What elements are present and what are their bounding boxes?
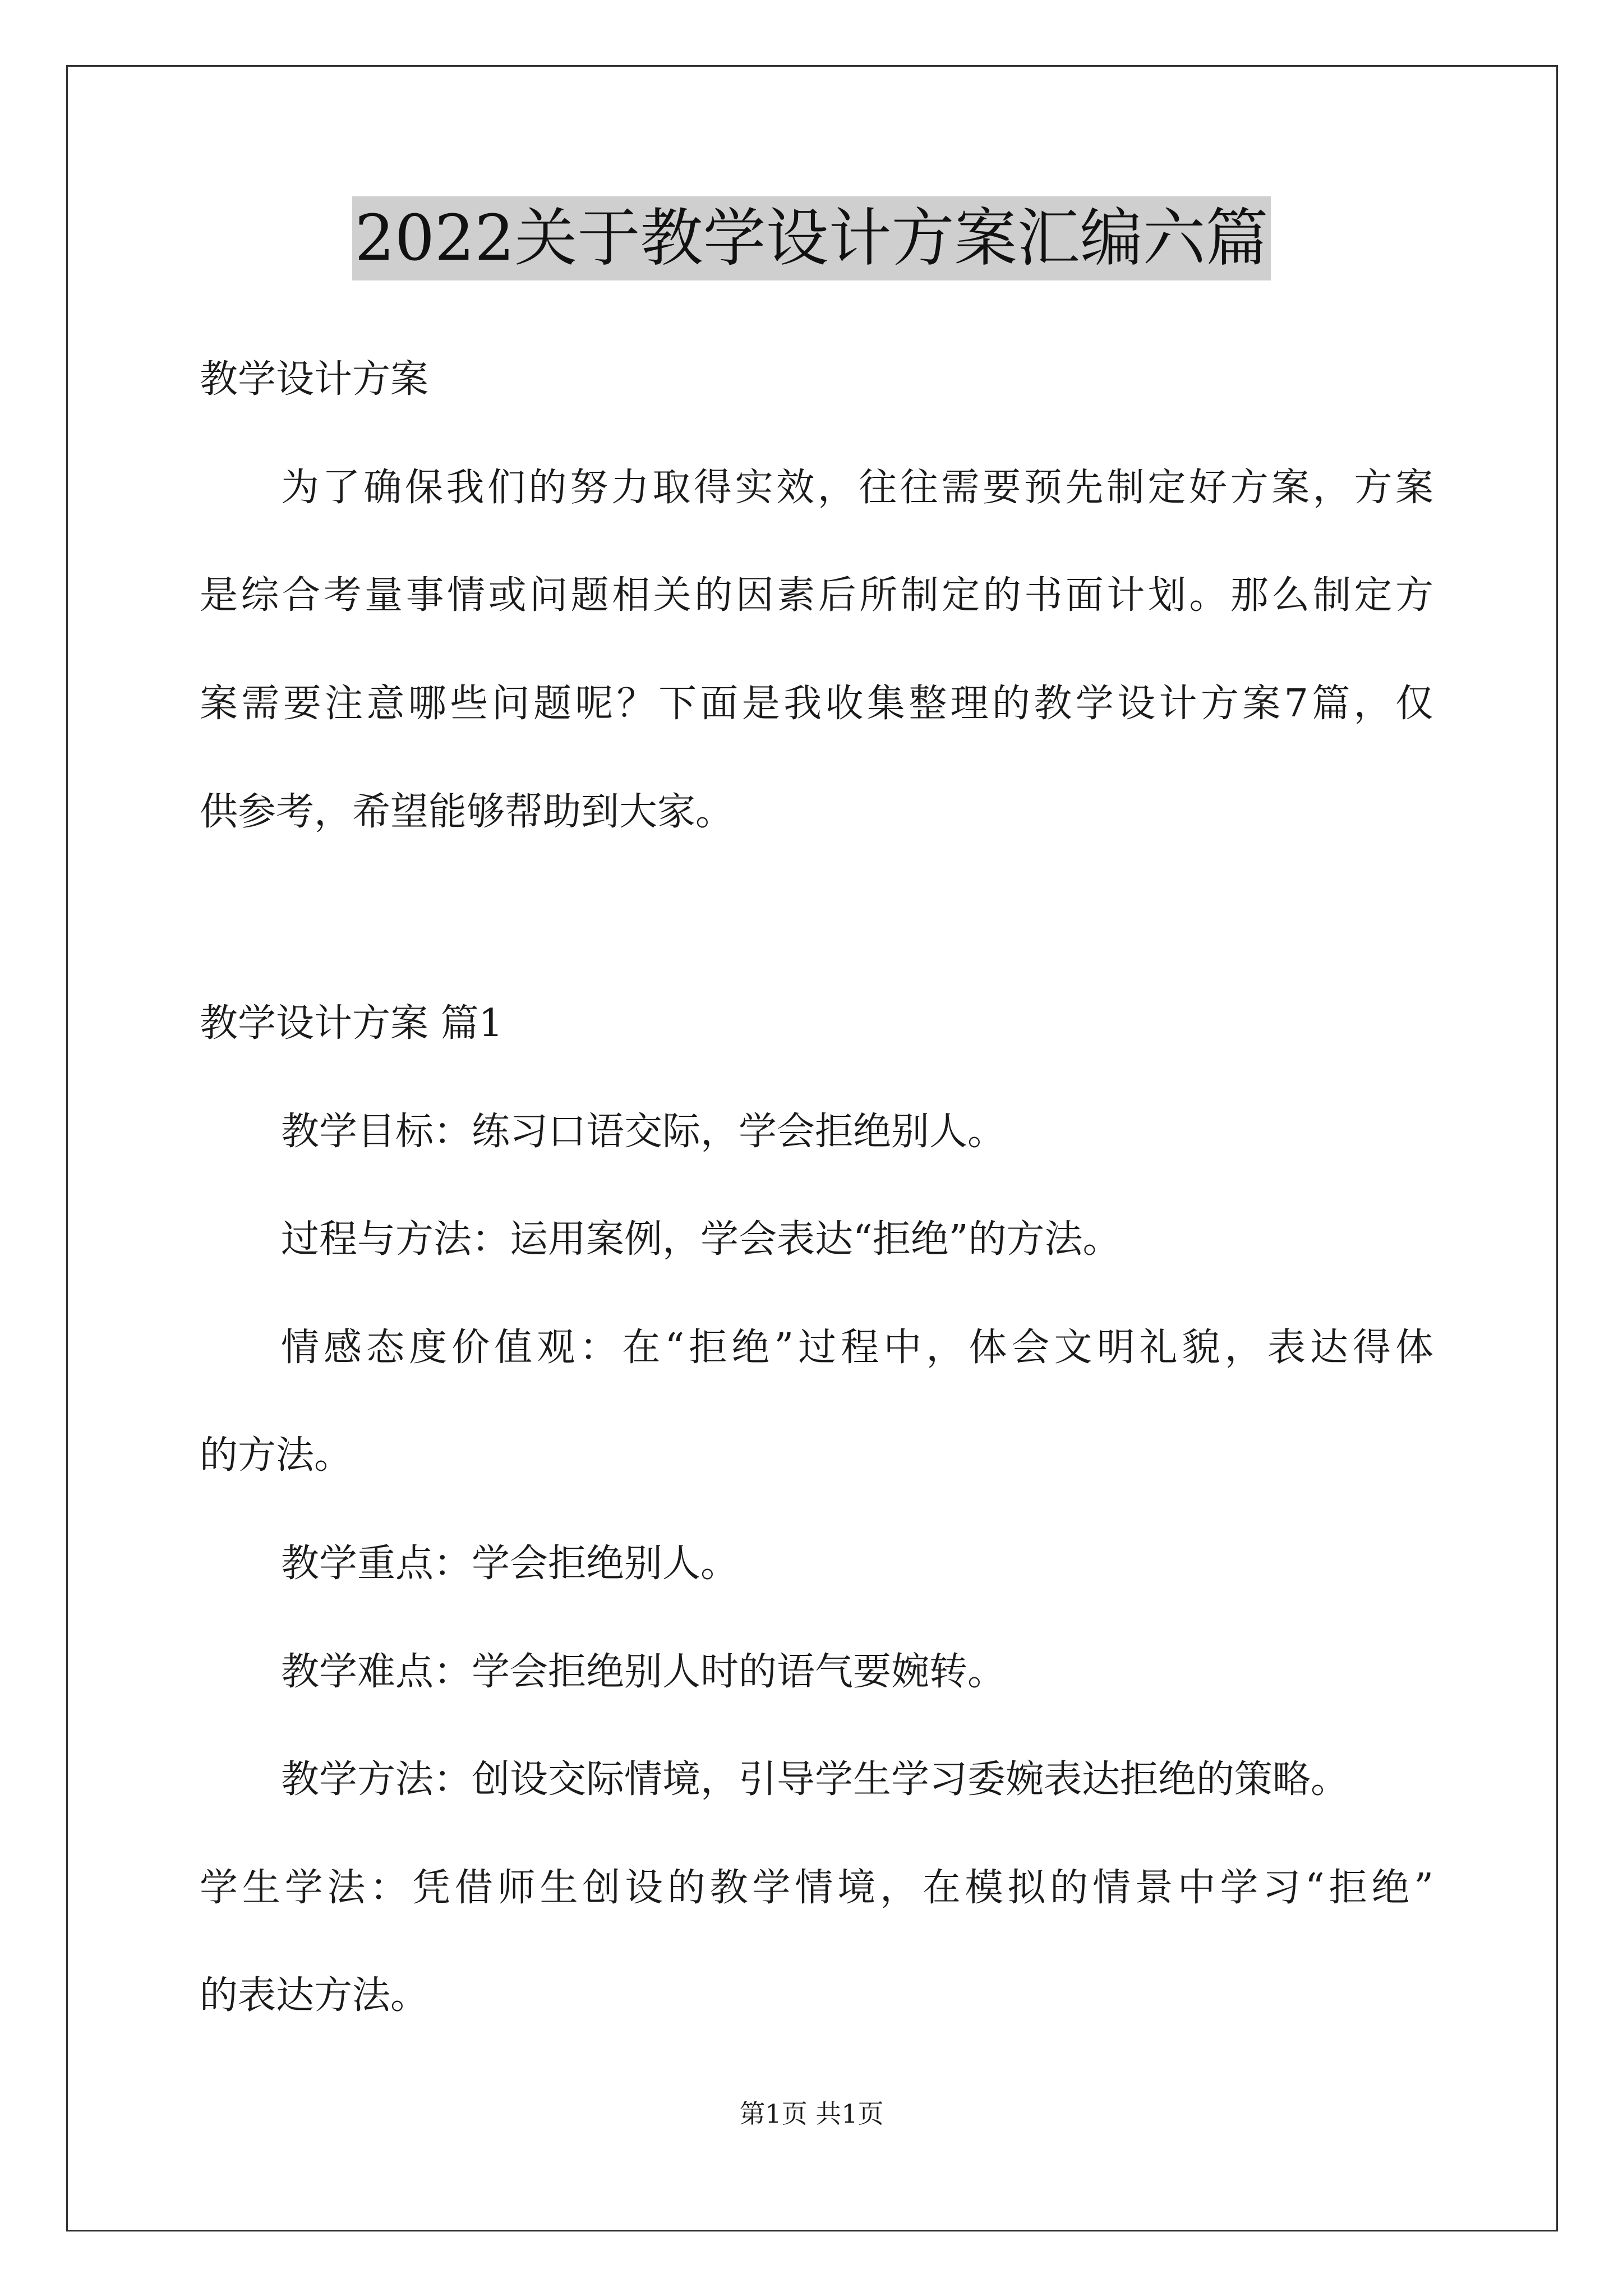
body-line-6: 教学难点：学会拒绝别人时的语气要婉转。	[281, 1650, 1006, 1694]
section-heading: 教学设计方案	[200, 357, 429, 402]
intro-line-4: 供参考，希望能够帮助到大家。	[200, 790, 734, 834]
body-line-8: 学生学法：凭借师生创设的教学情境，在模拟的情景中学习“拒绝”	[200, 1866, 1433, 1910]
intro-line-3: 案需要注意哪些问题呢？下面是我收集整理的教学设计方案7篇，仅	[200, 682, 1433, 726]
intro-line-2: 是综合考量事情或问题相关的因素后所制定的书面计划。那么制定方	[200, 573, 1433, 618]
body-line-4: 的方法。	[200, 1433, 353, 1478]
page-footer: 第1页 共1页	[739, 2099, 884, 2129]
intro-line-1: 为了确保我们的努力取得实效，往往需要预先制定好方案，方案	[281, 466, 1433, 510]
body-line-2: 过程与方法：运用案例，学会表达“拒绝”的方法。	[281, 1217, 1121, 1262]
document-title: 2022关于教学设计方案汇编六篇	[352, 196, 1270, 280]
body-line-7: 教学方法：创设交际情境，引导学生学习委婉表达拒绝的策略。	[281, 1757, 1349, 1802]
body-line-5: 教学重点：学会拒绝别人。	[281, 1542, 739, 1586]
part-heading: 教学设计方案 篇1	[200, 1001, 503, 1046]
body-line-9: 的表达方法。	[200, 1973, 429, 2018]
title-container	[0, 196, 1623, 280]
body-line-3: 情感态度价值观：在“拒绝”过程中，体会文明礼貌，表达得体	[281, 1326, 1433, 1370]
body-line-1: 教学目标：练习口语交际，学会拒绝别人。	[281, 1110, 1006, 1154]
